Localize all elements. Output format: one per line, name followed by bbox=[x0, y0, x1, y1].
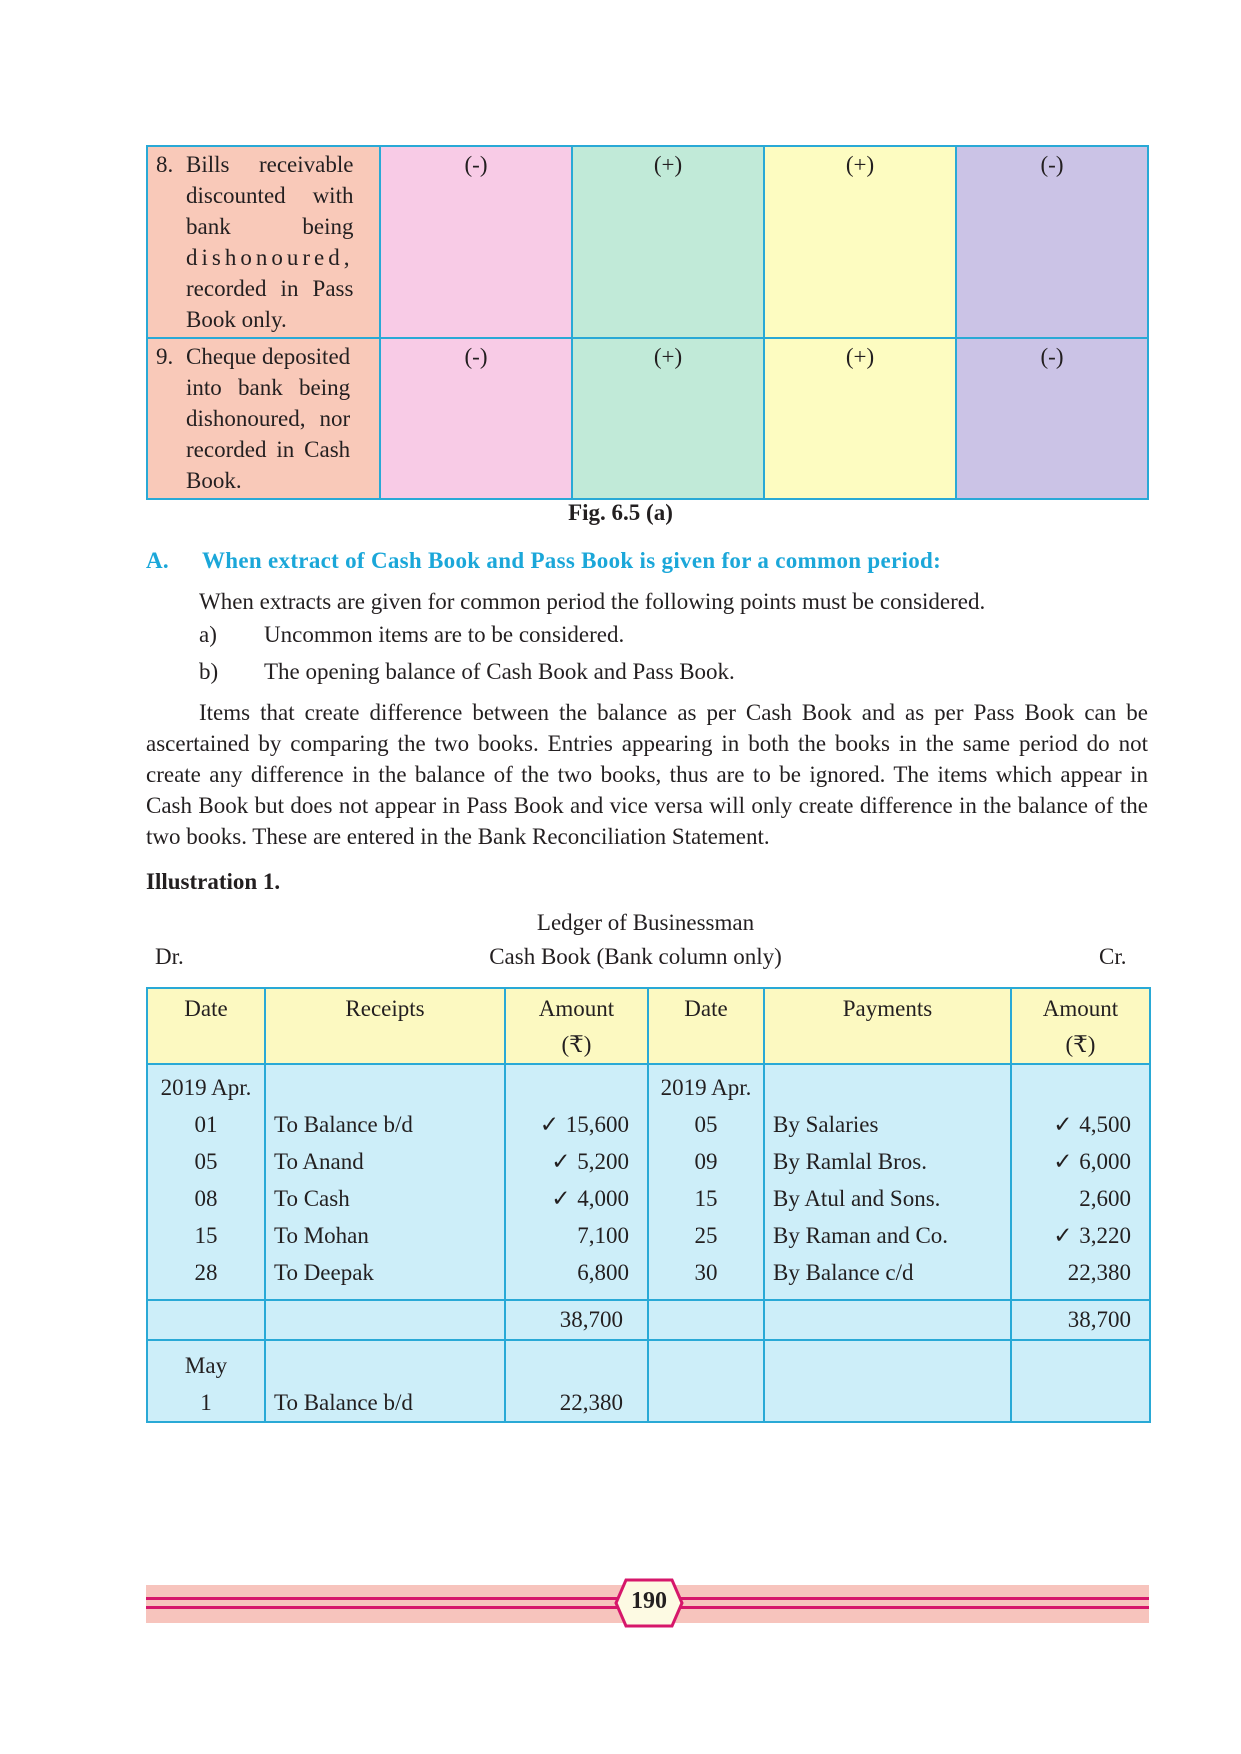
item-text-line: Cheque deposited bbox=[186, 344, 351, 369]
item-description bbox=[147, 146, 380, 338]
effect-cell: (-) bbox=[956, 338, 1148, 499]
list-text: Uncommon items are to be considered. bbox=[264, 622, 625, 647]
table-row bbox=[147, 338, 1148, 499]
debit-label: Dr. bbox=[155, 944, 184, 969]
list-label: b) bbox=[199, 659, 219, 684]
receipt-dates bbox=[147, 1064, 265, 1300]
item-text-line: recorded in Cash bbox=[186, 437, 351, 462]
particular-cell: To Balance b/d bbox=[274, 1390, 413, 1415]
credit-label: Cr. bbox=[1099, 944, 1127, 969]
body-paragraph: Items that create difference between the balance as per Cash Book and as per Pass Book can be ascertained by comparing the two books. Entries appearing in both the books in the same period do not create any difference in the balance of the two books, thus are to be ignored. The items which appear in Cash Book but does not appear in Pass Book and vice versa will only create difference in the balance of the two books. These are entered in the Bank Reconciliation Statement. bbox=[146, 700, 1148, 849]
particular-cell: By Ramlal Bros. bbox=[773, 1149, 927, 1174]
section-heading bbox=[146, 548, 941, 574]
payment-particulars bbox=[764, 1064, 1011, 1300]
date-cell: 30 bbox=[694, 1260, 718, 1285]
amount-cell: 22,380 bbox=[1067, 1260, 1131, 1285]
item-number: 8. bbox=[156, 152, 174, 177]
amount-cell: 4,000 bbox=[577, 1186, 629, 1211]
header-amount-label: Amount bbox=[1042, 996, 1119, 1021]
item-text-line: Book. bbox=[186, 468, 242, 493]
item-text-line: discounted with bbox=[186, 183, 354, 208]
item-text-line: into bank being bbox=[186, 375, 351, 400]
year-label: 2019 Apr. bbox=[660, 1075, 752, 1100]
particular-cell: By Balance c/d bbox=[773, 1260, 914, 1285]
header-date: Date bbox=[147, 988, 265, 1064]
particular-cell: To Anand bbox=[274, 1149, 364, 1174]
table-row bbox=[147, 1340, 1150, 1422]
item-text-line: bank being bbox=[186, 214, 354, 239]
section-heading-text: When extract of Cash Book and Pass Book is given for a common period: bbox=[202, 548, 942, 573]
illustration-title: Illustration 1. bbox=[146, 869, 281, 894]
particular-cell: To Cash bbox=[274, 1186, 350, 1211]
header-currency: (₹) bbox=[1065, 1032, 1096, 1057]
balance-particulars bbox=[265, 1340, 505, 1422]
month-label: May bbox=[184, 1353, 228, 1378]
figure-caption: Fig. 6.5 (a) bbox=[568, 500, 673, 525]
page-number: 190 bbox=[631, 1588, 667, 1614]
effect-cell: (+) bbox=[572, 338, 764, 499]
effect-cell: (+) bbox=[572, 146, 764, 338]
check-mark-icon: ✓ bbox=[551, 1186, 571, 1211]
header-currency: (₹) bbox=[561, 1032, 592, 1057]
list-item bbox=[199, 659, 735, 685]
amount-cell: 2,600 bbox=[1079, 1186, 1131, 1211]
amount-cell: 15,600 bbox=[565, 1112, 629, 1137]
total-row bbox=[147, 1300, 1150, 1340]
balance-amount bbox=[505, 1340, 648, 1422]
effect-cell: (-) bbox=[380, 338, 572, 499]
header-row bbox=[147, 988, 1150, 1064]
payment-dates bbox=[648, 1064, 764, 1300]
header-amount bbox=[505, 988, 648, 1064]
amount-cell: 6,800 bbox=[577, 1260, 629, 1285]
effect-cell: (+) bbox=[764, 146, 956, 338]
item-number: 9. bbox=[156, 344, 174, 369]
check-mark-icon bbox=[1053, 1180, 1079, 1217]
header-amount bbox=[1011, 988, 1150, 1064]
table-row bbox=[147, 146, 1148, 338]
cash-book-title: Cash Book (Bank column only) bbox=[489, 944, 782, 969]
check-mark-icon bbox=[551, 1254, 577, 1291]
amount-cell: 5,200 bbox=[577, 1149, 629, 1174]
particular-cell: To Mohan bbox=[274, 1223, 369, 1248]
date-cell: 01 bbox=[194, 1112, 218, 1137]
check-mark-icon bbox=[1042, 1254, 1068, 1291]
payment-amounts bbox=[1011, 1064, 1150, 1300]
balance-date bbox=[147, 1340, 265, 1422]
check-mark-icon: ✓ bbox=[539, 1112, 560, 1137]
cash-book-table bbox=[146, 987, 1151, 1423]
check-mark-icon: ✓ bbox=[1053, 1223, 1073, 1248]
list-text: The opening balance of Cash Book and Pass Book. bbox=[264, 659, 735, 684]
particular-cell: By Salaries bbox=[773, 1112, 879, 1137]
header-amount-label: Amount bbox=[538, 996, 615, 1021]
item-text-line: dishonoured, nor bbox=[186, 406, 351, 431]
item-description bbox=[147, 338, 380, 499]
list-label: a) bbox=[199, 622, 217, 647]
ledger-title: Ledger of Businessman bbox=[536, 910, 755, 935]
total-payments: 38,700 bbox=[1011, 1300, 1150, 1340]
check-mark-icon: ✓ bbox=[1053, 1112, 1073, 1137]
header-date: Date bbox=[648, 988, 764, 1064]
amount-cell: 4,500 bbox=[1079, 1112, 1131, 1137]
receipt-particulars bbox=[265, 1064, 505, 1300]
year-label: 2019 Apr. bbox=[160, 1075, 252, 1100]
check-mark-icon bbox=[551, 1217, 577, 1254]
section-intro: When extracts are given for common period the following points must be considered. bbox=[199, 589, 986, 614]
particular-cell: To Deepak bbox=[274, 1260, 374, 1285]
effect-cell: (+) bbox=[764, 338, 956, 499]
date-cell: 09 bbox=[694, 1149, 718, 1174]
date-cell: 25 bbox=[694, 1223, 718, 1248]
date-cell: 08 bbox=[194, 1186, 218, 1211]
table-row bbox=[147, 1064, 1150, 1300]
check-mark-icon: ✓ bbox=[551, 1149, 571, 1174]
list-item bbox=[199, 622, 624, 648]
item-text-line: Bills receivable bbox=[186, 152, 354, 177]
item-text-line: recorded in Pass bbox=[186, 276, 354, 301]
date-cell: 28 bbox=[194, 1260, 218, 1285]
date-cell: 15 bbox=[194, 1223, 218, 1248]
date-cell: 05 bbox=[694, 1112, 718, 1137]
receipt-amounts bbox=[505, 1064, 648, 1300]
amount-cell: 7,100 bbox=[577, 1223, 629, 1248]
date-cell: 1 bbox=[200, 1390, 212, 1415]
amount-cell: 3,220 bbox=[1079, 1223, 1131, 1248]
amount-cell: 22,380 bbox=[559, 1390, 623, 1415]
effect-cell: (-) bbox=[380, 146, 572, 338]
header-payments: Payments bbox=[764, 988, 1011, 1064]
header-receipts: Receipts bbox=[265, 988, 505, 1064]
date-cell: 05 bbox=[194, 1149, 218, 1174]
particular-cell: By Atul and Sons. bbox=[773, 1186, 941, 1211]
particular-cell: By Raman and Co. bbox=[773, 1223, 949, 1248]
check-mark-icon: ✓ bbox=[1053, 1149, 1073, 1174]
date-cell: 15 bbox=[694, 1186, 718, 1211]
section-letter: A. bbox=[146, 548, 169, 573]
particular-cell: To Balance b/d bbox=[274, 1112, 413, 1137]
total-receipts: 38,700 bbox=[505, 1300, 648, 1340]
item-text-line: Book only. bbox=[186, 307, 287, 332]
comparison-table bbox=[146, 145, 1149, 500]
effect-cell: (-) bbox=[956, 146, 1148, 338]
amount-cell: 6,000 bbox=[1079, 1149, 1131, 1174]
page-number-badge bbox=[614, 1577, 684, 1629]
item-text-line: dishonoured, bbox=[186, 245, 354, 270]
